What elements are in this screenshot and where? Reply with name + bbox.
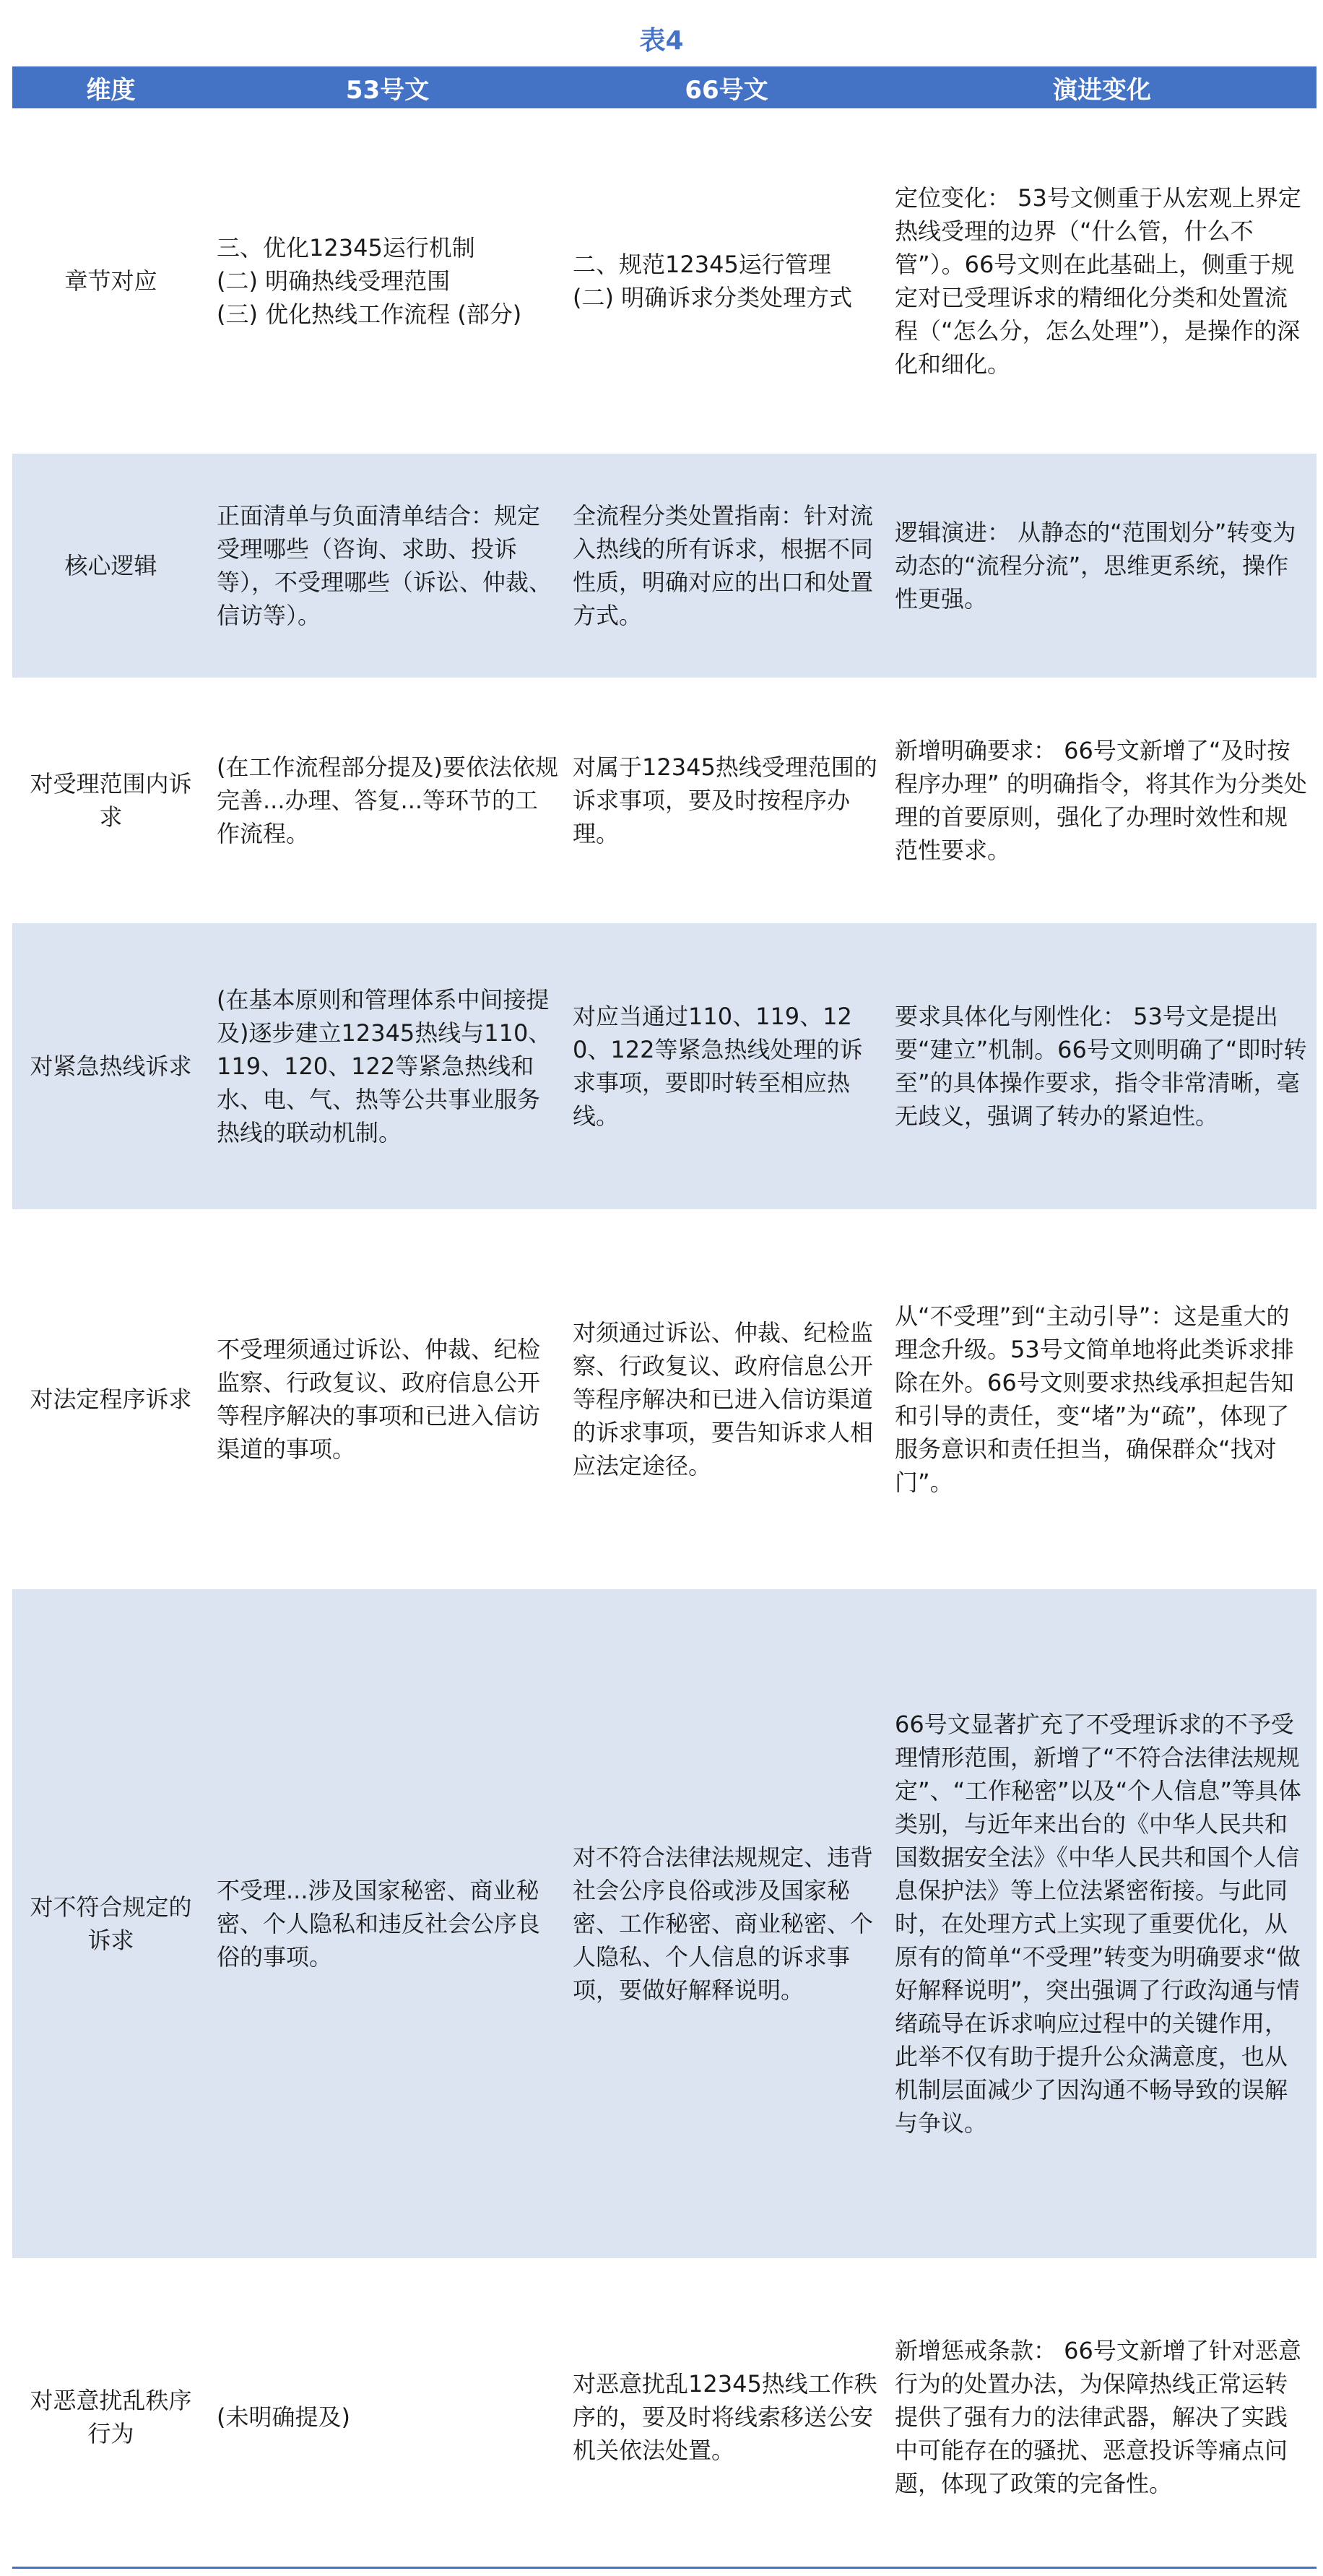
cell-dimension: 核心逻辑 [12,454,209,678]
cell-evolution: 逻辑演进： 从静态的“范围划分”转变为动态的“流程分流”，思维更系统，操作性更强。 [888,454,1317,678]
header-doc66: 66号文 [565,66,888,108]
cell-evolution: 66号文显著扩充了不受理诉求的不予受理情形范围，新增了“不符合法律法规规定”、“工作秘密”以及“个人信息”等具体类别，与近年来出台的《中华人民共和国数据安全法》《中华人民共和国个人信息保护法》等上位法紧密衔接。与此同时，在处理方式上实现了重要优化，从原有的简单“不受理”转变为明确要求“做好解释说明”，突出强调了行政沟通与情绪疏导在诉求响应过程中的关键作用，此举不仅有助于提升公众满意度，也从机制层面减少了因沟通不畅导致的误解与争议。 [888,1589,1317,2258]
cell-doc53: (在工作流程部分提及)要依法依规完善...办理、答复...等环节的工作流程。 [209,678,565,923]
cell-evolution: 定位变化： 53号文侧重于从宏观上界定热线受理的边界（“什么管，什么不管”）。66号文则在此基础上，侧重于规定对已受理诉求的精细化分类和处置流程（“怎么分，怎么处理”），是操作的深化和细化。 [888,108,1317,454]
table-row [12,2258,1317,2576]
header-dimension: 维度 [12,66,209,108]
cell-dimension: 对法定程序诉求 [12,1209,209,1589]
cell-doc66: 对应当通过110、119、120、122等紧急热线处理的诉求事项，要即时转至相应热线。 [565,923,888,1209]
cell-doc53: 正面清单与负面清单结合：规定受理哪些（咨询、求助、投诉等），不受理哪些（诉讼、仲裁、信访等）。 [209,454,565,678]
cell-doc53: (未明确提及) [209,2258,565,2576]
cell-doc66: 二、规范12345运行管理 (二) 明确诉求分类处理方式 [565,108,888,454]
table-row [12,108,1317,454]
cell-doc66: 对不符合法律法规规定、违背社会公序良俗或涉及国家秘密、工作秘密、商业秘密、个人隐私、个人信息的诉求事项，要做好解释说明。 [565,1589,888,2258]
cell-dimension: 对不符合规定的诉求 [12,1589,209,2258]
cell-evolution: 新增明确要求： 66号文新增了“及时按程序办理” 的明确指令，将其作为分类处理的首要原则，强化了办理时效性和规范性要求。 [888,678,1317,923]
cell-doc53: (在基本原则和管理体系中间接提及)逐步建立12345热线与110、119、120、122等紧急热线和水、电、气、热等公共事业服务热线的联动机制。 [209,923,565,1209]
cell-evolution: 要求具体化与刚性化： 53号文是提出要“建立”机制。66号文则明确了“即时转至”的具体操作要求，指令非常清晰，毫无歧义，强调了转办的紧迫性。 [888,923,1317,1209]
cell-doc66: 对恶意扰乱12345热线工作秩序的，要及时将线索移送公安机关依法处置。 [565,2258,888,2576]
cell-dimension: 对紧急热线诉求 [12,923,209,1209]
cell-doc66: 全流程分类处置指南：针对流入热线的所有诉求，根据不同性质，明确对应的出口和处置方式。 [565,454,888,678]
cell-evolution: 新增惩戒条款： 66号文新增了针对恶意行为的处置办法，为保障热线正常运转提供了强有力的法律武器，解决了实践中可能存在的骚扰、恶意投诉等痛点问题，体现了政策的完备性。 [888,2258,1317,2576]
cell-doc53: 不受理...涉及国家秘密、商业秘密、个人隐私和违反社会公序良俗的事项。 [209,1589,565,2258]
table-row [12,1209,1317,1589]
table-row [12,678,1317,923]
table-title: 表4 [639,26,684,56]
cell-doc53: 三、优化12345运行机制 (二) 明确热线受理范围 (三) 优化热线工作流程 (部分) [209,108,565,454]
header-row [12,66,1317,108]
cell-dimension: 章节对应 [12,108,209,454]
cell-dimension: 对受理范围内诉求 [12,678,209,923]
header-evolution: 演进变化 [888,66,1317,108]
cell-doc66: 对须通过诉讼、仲裁、纪检监察、行政复议、政府信息公开等程序解决和已进入信访渠道的诉求事项，要告知诉求人相应法定途径。 [565,1209,888,1589]
header-doc53: 53号文 [209,66,565,108]
cell-evolution: 从“不受理”到“主动引导”：这是重大的理念升级。53号文简单地将此类诉求排除在外。66号文则要求热线承担起告知和引导的责任，变“堵”为“疏”，体现了服务意识和责任担当，确保群众“找对门”。 [888,1209,1317,1589]
comparison-table [12,66,1317,2576]
table-row [12,1589,1317,2258]
cell-doc53: 不受理须通过诉讼、仲裁、纪检监察、行政复议、政府信息公开等程序解决的事项和已进入信访渠道的事项。 [209,1209,565,1589]
table-bottom-rule [12,2567,1317,2569]
table-row [12,923,1317,1209]
cell-dimension: 对恶意扰乱秩序行为 [12,2258,209,2576]
table-row [12,454,1317,678]
cell-doc66: 对属于12345热线受理范围的诉求事项，要及时按程序办理。 [565,678,888,923]
